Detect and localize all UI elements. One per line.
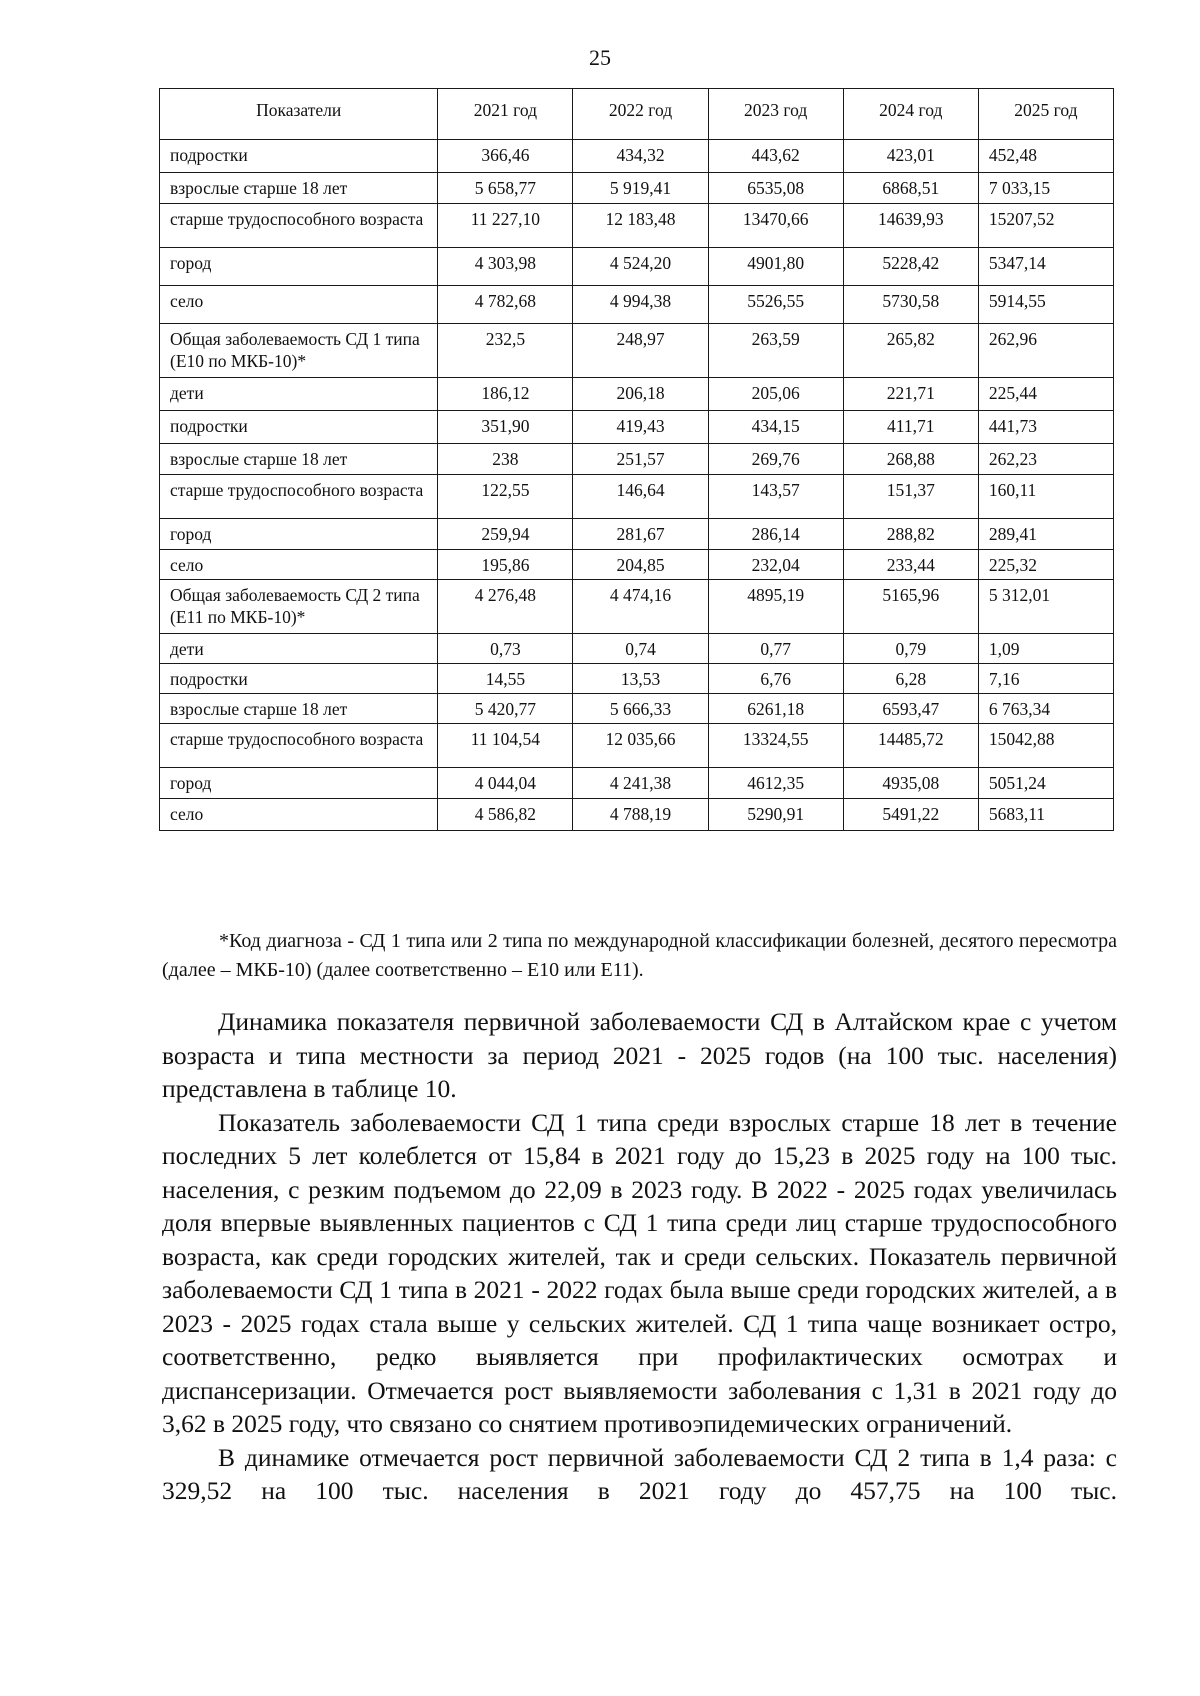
table-cell: 12 183,48 [573, 204, 708, 248]
table-row [160, 411, 1114, 444]
row-label: село [160, 286, 438, 324]
paragraph: Динамика показателя первичной заболеваемости СД в Алтайском крае с учетом возраста и типа местности за период 2021 - 2025 годов (на 100 тыс. населения) представлена в таблице 10. [162, 1007, 1117, 1103]
table-cell: 186,12 [438, 378, 573, 411]
table-cell: 1,09 [978, 634, 1113, 664]
table-row [160, 580, 1114, 634]
table-row [160, 768, 1114, 799]
table-cell: 419,43 [573, 411, 708, 444]
table-row [160, 694, 1114, 724]
table-row [160, 724, 1114, 768]
row-label: дети [160, 634, 438, 664]
row-label: взрослые старше 18 лет [160, 173, 438, 204]
table-cell: 4 276,48 [438, 580, 573, 634]
table-cell: 7 033,15 [978, 173, 1113, 204]
table-cell: 5730,58 [843, 286, 978, 324]
table-cell: 434,32 [573, 140, 708, 173]
table-cell: 0,74 [573, 634, 708, 664]
header-year: 2025 год [978, 89, 1113, 140]
table-cell: 443,62 [708, 140, 843, 173]
table-cell: 15207,52 [978, 204, 1113, 248]
table-cell: 268,88 [843, 444, 978, 475]
table-cell: 195,86 [438, 550, 573, 580]
body-text [162, 1005, 1117, 1508]
table-row [160, 799, 1114, 831]
table-cell: 11 227,10 [438, 204, 573, 248]
table-cell: 288,82 [843, 519, 978, 550]
table-cell: 151,37 [843, 475, 978, 519]
row-label: город [160, 768, 438, 799]
table-cell: 5347,14 [978, 248, 1113, 286]
table-cell: 5228,42 [843, 248, 978, 286]
table-cell: 259,94 [438, 519, 573, 550]
table-cell: 251,57 [573, 444, 708, 475]
table-cell: 5 919,41 [573, 173, 708, 204]
row-label: село [160, 550, 438, 580]
table-cell: 143,57 [708, 475, 843, 519]
table-header-row [160, 89, 1114, 140]
table-cell: 5914,55 [978, 286, 1113, 324]
table-cell: 11 104,54 [438, 724, 573, 768]
table-cell: 4 782,68 [438, 286, 573, 324]
table-cell: 4 474,16 [573, 580, 708, 634]
indicators-table [159, 88, 1114, 831]
table-cell: 225,32 [978, 550, 1113, 580]
table-cell: 13,53 [573, 664, 708, 694]
table-cell: 13324,55 [708, 724, 843, 768]
page-number: 25 [589, 45, 611, 70]
row-label: дети [160, 378, 438, 411]
table-row [160, 519, 1114, 550]
paragraph: В динамике отмечается рост первичной заболеваемости СД 2 типа в 1,4 раза: с 329,52 на 100 тыс. населения в 2021 году до 457,75 на 100 тыс. [162, 1442, 1117, 1505]
table-cell: 263,59 [708, 324, 843, 378]
row-label: город [160, 519, 438, 550]
header-year: 2021 год [438, 89, 573, 140]
table-cell: 4 994,38 [573, 286, 708, 324]
table-cell: 434,15 [708, 411, 843, 444]
table-cell: 160,11 [978, 475, 1113, 519]
table-cell: 248,97 [573, 324, 708, 378]
table-cell: 6,76 [708, 664, 843, 694]
table-cell: 14485,72 [843, 724, 978, 768]
row-label: Общая заболеваемость СД 2 типа (Е11 по МКБ-10)* [160, 580, 438, 634]
table-cell: 4 524,20 [573, 248, 708, 286]
table-row [160, 378, 1114, 411]
row-label: старше трудоспособного возраста [160, 724, 438, 768]
row-label: старше трудоспособного возраста [160, 204, 438, 248]
table-cell: 4901,80 [708, 248, 843, 286]
table-cell: 452,48 [978, 140, 1113, 173]
header-indicators: Показатели [160, 89, 438, 140]
table-cell: 351,90 [438, 411, 573, 444]
row-label: взрослые старше 18 лет [160, 694, 438, 724]
table-cell: 5290,91 [708, 799, 843, 831]
table-row [160, 664, 1114, 694]
table-cell: 6261,18 [708, 694, 843, 724]
table-cell: 5683,11 [978, 799, 1113, 831]
table-cell: 4895,19 [708, 580, 843, 634]
row-label: подростки [160, 664, 438, 694]
table-cell: 262,96 [978, 324, 1113, 378]
table-cell: 269,76 [708, 444, 843, 475]
table-row [160, 140, 1114, 173]
table-cell: 5051,24 [978, 768, 1113, 799]
table-cell: 4 303,98 [438, 248, 573, 286]
table-row [160, 444, 1114, 475]
table-cell: 281,67 [573, 519, 708, 550]
header-year: 2024 год [843, 89, 978, 140]
table-cell: 233,44 [843, 550, 978, 580]
row-label: город [160, 248, 438, 286]
table-row [160, 550, 1114, 580]
row-label: взрослые старше 18 лет [160, 444, 438, 475]
table-cell: 441,73 [978, 411, 1113, 444]
table-cell: 262,23 [978, 444, 1113, 475]
table-cell: 232,5 [438, 324, 573, 378]
table-cell: 5 658,77 [438, 173, 573, 204]
table-cell: 0,79 [843, 634, 978, 664]
table-row [160, 286, 1114, 324]
table-cell: 5 312,01 [978, 580, 1113, 634]
table-cell: 4935,08 [843, 768, 978, 799]
table-cell: 0,73 [438, 634, 573, 664]
table-cell: 12 035,66 [573, 724, 708, 768]
header-year: 2023 год [708, 89, 843, 140]
table-row [160, 248, 1114, 286]
table-cell: 6,28 [843, 664, 978, 694]
table-cell: 4 788,19 [573, 799, 708, 831]
header-year: 2022 год [573, 89, 708, 140]
table-cell: 14,55 [438, 664, 573, 694]
table-cell: 4 586,82 [438, 799, 573, 831]
table-cell: 15042,88 [978, 724, 1113, 768]
table-cell: 5526,55 [708, 286, 843, 324]
table-cell: 204,85 [573, 550, 708, 580]
table-cell: 4 044,04 [438, 768, 573, 799]
table-cell: 238 [438, 444, 573, 475]
table-cell: 6535,08 [708, 173, 843, 204]
table-cell: 225,44 [978, 378, 1113, 411]
footnote: *Код диагноза - СД 1 типа или 2 типа по международной классификации болезней, десятого пересмотра (далее – МКБ-10) (далее соответственно – Е10 или Е11). [162, 930, 1117, 981]
table-cell: 6593,47 [843, 694, 978, 724]
table-cell: 14639,93 [843, 204, 978, 248]
table-row [160, 475, 1114, 519]
table-row [160, 324, 1114, 378]
table-cell: 366,46 [438, 140, 573, 173]
table-cell: 146,64 [573, 475, 708, 519]
table-cell: 5 666,33 [573, 694, 708, 724]
table-cell: 221,71 [843, 378, 978, 411]
table-cell: 206,18 [573, 378, 708, 411]
table-cell: 5165,96 [843, 580, 978, 634]
table-cell: 286,14 [708, 519, 843, 550]
row-label: подростки [160, 411, 438, 444]
table-cell: 4612,35 [708, 768, 843, 799]
table-cell: 7,16 [978, 664, 1113, 694]
paragraph: Показатель заболеваемости СД 1 типа среди взрослых старше 18 лет в течение последних 5 лет колеблется от 15,84 в 2021 году до 15,23 в 2025 году на 100 тыс. населения, с резким подъемом до 22,09 в 2023 году. В 2022 - 2025 годах увеличилась доля впервые выявленных пациентов с СД 1 типа среди лиц старше трудоспособного возраста, как среди городских жителей, так и среди сельских. Показатель первичной заболеваемости СД 1 типа в 2021 - 2022 годах была выше среди городских жителей, а в 2023 - 2025 годах стала выше у сельских жителей. СД 1 типа чаще возникает остро, соответственно, редко выявляется при профилактических осмотрах и диспансеризации. Отмечается рост выявляемости заболевания с 1,31 в 2021 году до 3,62 в 2025 году, что связано со снятием противоэпидемических ограничений. [162, 1107, 1117, 1438]
table-cell: 6 763,34 [978, 694, 1113, 724]
table-cell: 0,77 [708, 634, 843, 664]
row-label: старше трудоспособного возраста [160, 475, 438, 519]
table-cell: 205,06 [708, 378, 843, 411]
table-cell: 6868,51 [843, 173, 978, 204]
table-cell: 5 420,77 [438, 694, 573, 724]
row-label: Общая заболеваемость СД 1 типа (Е10 по МКБ-10)* [160, 324, 438, 378]
row-label: село [160, 799, 438, 831]
table-cell: 411,71 [843, 411, 978, 444]
table-row [160, 173, 1114, 204]
table-cell: 423,01 [843, 140, 978, 173]
table-row [160, 204, 1114, 248]
table-row [160, 634, 1114, 664]
table-cell: 4 241,38 [573, 768, 708, 799]
table-cell: 5491,22 [843, 799, 978, 831]
table-cell: 265,82 [843, 324, 978, 378]
table-cell: 232,04 [708, 550, 843, 580]
table-cell: 289,41 [978, 519, 1113, 550]
table-cell: 122,55 [438, 475, 573, 519]
table-cell: 13470,66 [708, 204, 843, 248]
row-label: подростки [160, 140, 438, 173]
